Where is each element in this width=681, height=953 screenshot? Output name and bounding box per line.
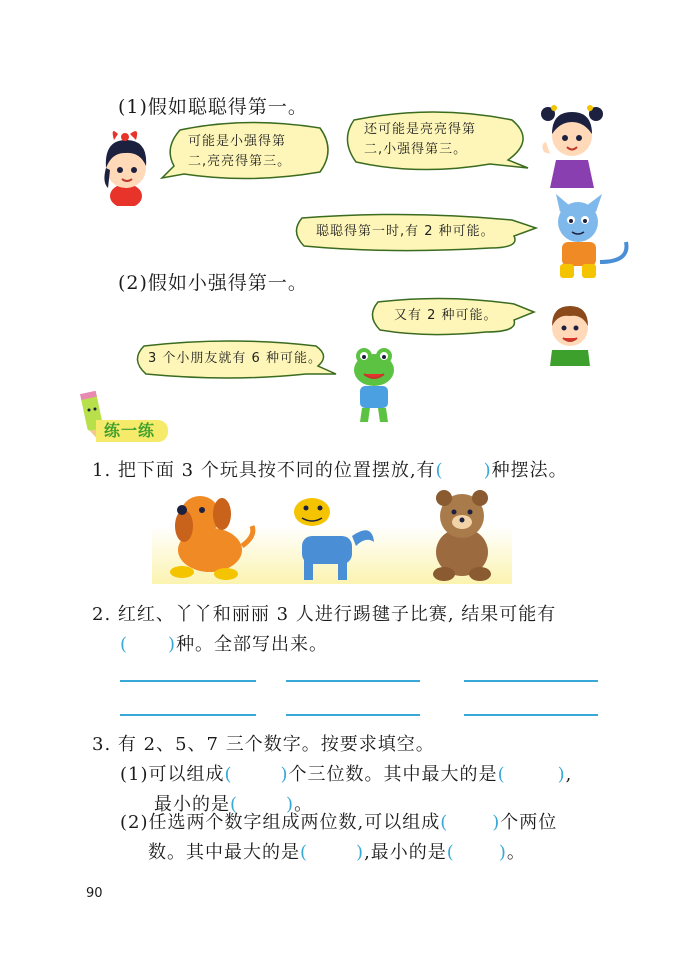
speech-bubble-e bbox=[130, 340, 334, 380]
frog-character bbox=[346, 342, 402, 424]
bubble-c-text: 聪聪得第一时,有 2 种可能。 bbox=[316, 224, 495, 239]
q3-p2-paren-close-3: ) bbox=[498, 842, 507, 863]
question-2-paren-close: ) bbox=[168, 634, 177, 655]
question-2-line-1: 红红、丫丫和丽丽 3 人进行踢毽子比赛, 结果可能有 bbox=[117, 604, 557, 625]
answer-line-2[interactable] bbox=[286, 680, 420, 682]
answer-line-3[interactable] bbox=[464, 680, 598, 682]
speech-bubble-d bbox=[366, 298, 536, 334]
bubble-a-line-1: 可能是小强得第 bbox=[188, 134, 287, 149]
q3-p2-paren-open-2: ( bbox=[300, 842, 309, 863]
q3-p1-paren-close: ) bbox=[280, 764, 289, 785]
question-2-paren-open: ( bbox=[120, 634, 129, 655]
question-1-number: 1. bbox=[92, 460, 112, 481]
question-3-intro-text: 有 2、5、7 三个数字。按要求填空。 bbox=[117, 734, 435, 755]
question-2-line-2: 种。全部写出来。 bbox=[176, 634, 329, 655]
case-1-label: (1)假如聪聪得第一。 bbox=[118, 96, 308, 118]
answer-line-4[interactable] bbox=[120, 714, 256, 716]
question-1-text-after: 种摆法。 bbox=[491, 460, 568, 481]
q3-p2-paren-open-3: ( bbox=[446, 842, 455, 863]
question-3-part-2 bbox=[120, 808, 557, 868]
q3-p1-paren-close-3: ) bbox=[286, 794, 295, 815]
q3-p2-line2-end: 。 bbox=[506, 842, 526, 863]
speech-bubble-a bbox=[160, 120, 332, 182]
toys-illustration bbox=[152, 486, 512, 586]
girl-red-bow-character bbox=[96, 126, 158, 206]
answer-line-5[interactable] bbox=[286, 714, 420, 716]
speech-bubble-c bbox=[290, 214, 538, 250]
question-1 bbox=[92, 456, 568, 486]
q3-p1-end: , bbox=[565, 764, 573, 785]
practice-header-label: 练一练 bbox=[104, 421, 156, 440]
blue-cat-character bbox=[540, 192, 632, 284]
speech-bubble-b bbox=[340, 110, 530, 172]
page-number: 90 bbox=[86, 886, 103, 901]
q3-p2-line2a: 数。其中最大的是 bbox=[148, 842, 300, 863]
girl-pigtails-character bbox=[538, 100, 606, 188]
q3-p1-paren-open-2: ( bbox=[497, 764, 506, 785]
answer-line-6[interactable] bbox=[464, 714, 598, 716]
q3-p1-mid: 个三位数。其中最大的是 bbox=[288, 764, 498, 785]
q3-p2-paren-close: ) bbox=[492, 812, 501, 833]
q3-p1-label: (1)可以组成 bbox=[120, 764, 225, 785]
q3-p2-paren-close-2: ) bbox=[356, 842, 365, 863]
answer-line-1[interactable] bbox=[120, 680, 256, 682]
q3-p1-paren-close-2: ) bbox=[557, 764, 566, 785]
q3-p1-line2-end: 。 bbox=[294, 794, 314, 815]
bubble-b-line-1: 还可能是亮亮得第 bbox=[364, 122, 477, 137]
bubble-e-text: 3 个小朋友就有 6 种可能。 bbox=[148, 351, 322, 366]
q3-p2-mid: 个两位 bbox=[500, 812, 558, 833]
q3-p2-label: (2)任选两个数字组成两位数,可以组成 bbox=[120, 812, 441, 833]
question-2 bbox=[92, 600, 556, 660]
q3-p2-line2b: ,最小的是 bbox=[364, 842, 447, 863]
question-3-number: 3. bbox=[92, 734, 112, 755]
question-1-paren-close: ) bbox=[483, 460, 492, 481]
q3-p1-paren-open-3: ( bbox=[230, 794, 239, 815]
q3-p1-paren-open: ( bbox=[224, 764, 233, 785]
bubble-a-line-2: 二,亮亮得第三。 bbox=[188, 154, 292, 169]
q3-p1-line2: 最小的是 bbox=[154, 794, 230, 815]
question-3-intro bbox=[92, 730, 435, 760]
q3-p2-paren-open: ( bbox=[440, 812, 449, 833]
question-1-text-before: 把下面 3 个玩具按不同的位置摆放,有 bbox=[117, 460, 436, 481]
boy-character bbox=[546, 298, 594, 366]
bubble-d-text: 又有 2 种可能。 bbox=[394, 308, 498, 323]
question-2-number: 2. bbox=[92, 604, 112, 625]
question-1-paren-open: ( bbox=[435, 460, 444, 481]
bubble-b-line-2: 二,小强得第三。 bbox=[364, 142, 468, 157]
case-2-label: (2)假如小强得第一。 bbox=[118, 272, 308, 294]
